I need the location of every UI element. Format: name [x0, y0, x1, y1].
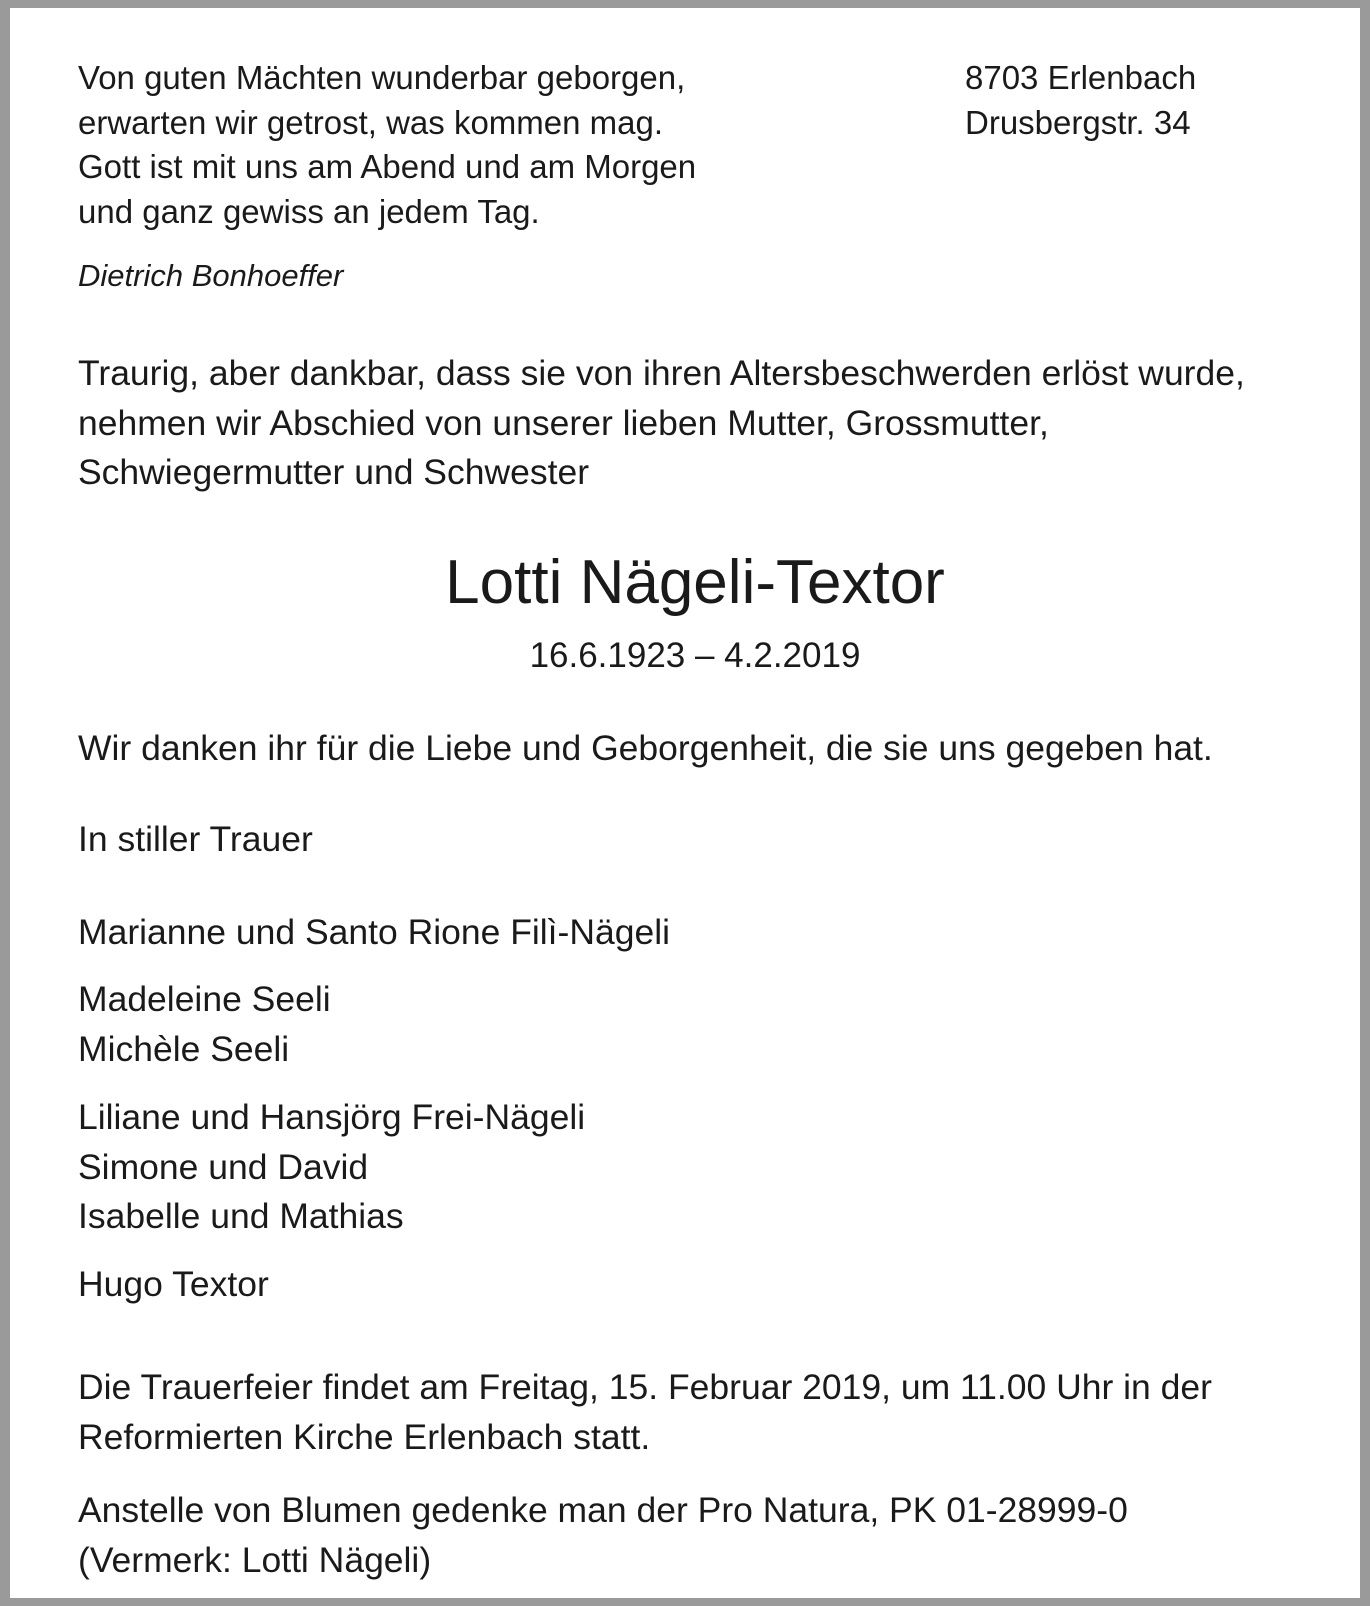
- deceased-name: Lotti Nägeli-Textor: [445, 548, 945, 617]
- donation-line: Anstelle von Blumen gedenke man der Pro Natura, PK 01-28999-0: [78, 1490, 1128, 1530]
- address-line: 8703 Erlenbach: [965, 59, 1197, 96]
- mourner-name: Hugo Textor: [78, 1264, 269, 1304]
- mourner-name: Simone und David: [78, 1146, 369, 1187]
- mourner-group: [78, 1093, 585, 1242]
- poem-line: und ganz gewiss an jedem Tag.: [78, 192, 540, 230]
- service-line: Reformierten Kirche Erlenbach statt.: [78, 1416, 651, 1457]
- mourner-group: [78, 1260, 269, 1310]
- intro-text: [78, 349, 1245, 498]
- mourner-name: Madeleine Seeli: [78, 979, 331, 1019]
- address-line: Drusbergstr. 34: [965, 103, 1191, 141]
- mourner-group: [78, 908, 670, 958]
- intro-line: nehmen wir Abschied von unserer lieben Mutter, Grossmutter,: [78, 402, 1049, 443]
- mourning-text: In stiller Trauer: [78, 819, 313, 859]
- mourner-name: Michèle Seeli: [78, 1028, 290, 1069]
- donation-line: (Vermerk: Lotti Nägeli): [78, 1539, 432, 1580]
- mourner-group: [78, 975, 331, 1074]
- intro-line: Traurig, aber dankbar, dass sie von ihren Altersbeschwerden erlöst wurde,: [78, 353, 1245, 393]
- service-line: Die Trauerfeier findet am Freitag, 15. Februar 2019, um 11.00 Uhr in der: [78, 1367, 1212, 1407]
- intro-line: Schwiegermutter und Schwester: [78, 452, 590, 492]
- mourner-name: Liliane und Hansjörg Frei-Nägeli: [78, 1097, 586, 1137]
- mourner-name: Marianne und Santo Rione Filì-Nägeli: [78, 912, 670, 952]
- poem: [78, 56, 696, 234]
- funeral-service-info: [78, 1363, 1212, 1462]
- poem-line: Gott ist mit uns am Abend und am Morgen: [78, 148, 697, 185]
- family-address: [965, 56, 1196, 145]
- thanks-text: Wir danken ihr für die Liebe und Geborgenheit, die sie uns gegeben hat.: [78, 728, 1213, 768]
- poem-author: Dietrich Bonhoeffer: [78, 258, 344, 293]
- mourner-name: Isabelle und Mathias: [78, 1196, 404, 1236]
- donation-info: [78, 1486, 1128, 1585]
- deceased-dates: 16.6.1923 – 4.2.2019: [529, 636, 861, 675]
- poem-line: Von guten Mächten wunderbar geborgen,: [78, 59, 686, 96]
- poem-line: erwarten wir getrost, was kommen mag.: [78, 103, 664, 141]
